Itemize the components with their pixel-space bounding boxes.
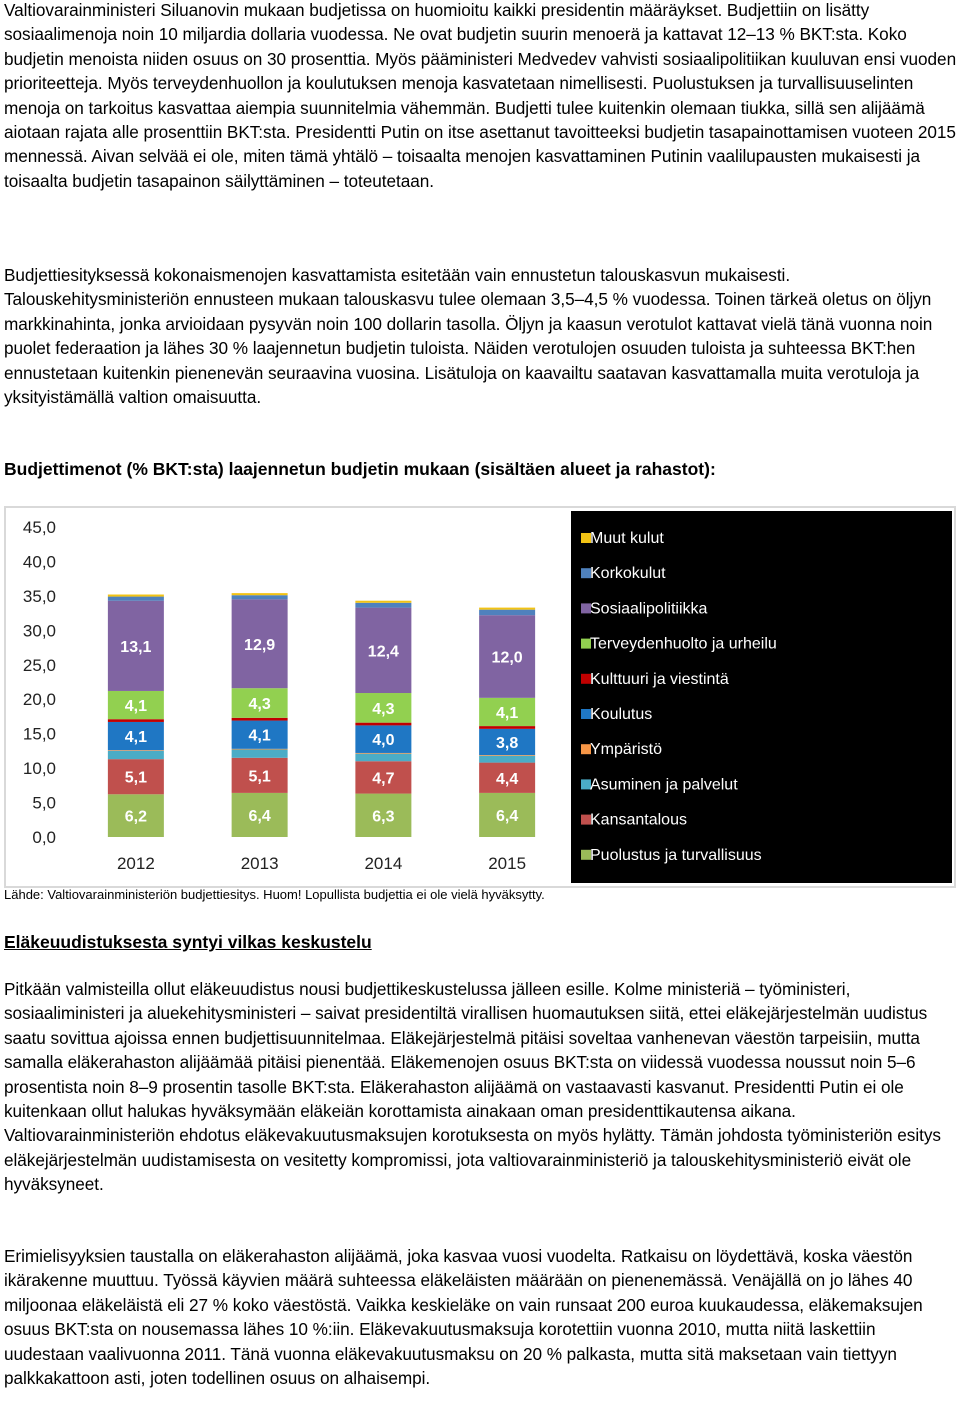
data-label: 4,4 xyxy=(496,770,519,788)
bar-segment xyxy=(479,726,535,729)
source-note: Lähde: Valtiovarainministeriön budjettiesitys. Huom! Lopullista budjettia ei ole vielä hyväksytty. xyxy=(4,887,545,902)
bar-segment xyxy=(108,595,164,597)
bar-segment xyxy=(479,608,535,610)
data-label: 4,1 xyxy=(496,704,519,722)
y-tick-label: 35,0 xyxy=(22,586,56,606)
chart-heading: Budjettimenot (% BKT:sta) laajennetun budjetin mukaan (sisältäen alueet ja rahastot): xyxy=(4,459,716,479)
x-tick-label: 2013 xyxy=(240,854,279,873)
bar-segment xyxy=(479,755,535,756)
legend-entry: Kansantalous xyxy=(590,811,687,829)
x-tick-label: 2012 xyxy=(116,854,155,873)
y-tick-label: 25,0 xyxy=(22,655,56,675)
y-tick-label: 0,0 xyxy=(32,828,56,847)
bar-segment xyxy=(108,751,164,759)
data-label: 4,3 xyxy=(248,696,271,714)
bar-segment xyxy=(232,718,288,721)
data-label: 6,4 xyxy=(496,807,519,825)
data-label: 12,4 xyxy=(367,643,399,661)
bar-segment xyxy=(108,719,164,722)
data-label: 4,3 xyxy=(372,700,395,718)
x-tick-label: 2014 xyxy=(364,854,403,873)
intro-paragraph: Valtiovarainministeri Siluanovin mukaan budjetissa on huomioitu kaikki presidentin määräykset. Budjettiin on lisätty sosiaalimenoja noin 10 miljardia dollaria vuodessa. Ne ovat budjetin suurin menoerä ja kattavat 12–13 % BKT:sta. Koko budjetin menoista niiden osuus on 30 prosenttia. Myös pääministeri Medvedev vahvisti sosiaalipolitiikan kuuluvan ensi vuoden prioriteetteja. Myös terveydenhuollon ja koulutuksen menoja kasvatetaan nimellisesti. Puolustuksen ja turvallisuuselinten menoja on tarkoitus kasvattaa aiempia suunnitelmia vähemmän. Budjetti tulee kuitenkin olemaan tiukka, sillä sen alijäämä aiotaan rajata alle prosenttiin BKT:sta. Presidentti Putin on itse asettanut tavoitteeksi budjetin tasapainottamisen vuoteen 2015 mennessä. Aivan selvää ei ole, miten tämä yhtälö – toisaalta menojen kasvattaminen Putinin vaalilupausten mukaisesti ja toisaalta budjetin tasapainon säilyttäminen – toteutetaan. xyxy=(4,0,957,191)
bar-segment xyxy=(232,750,288,758)
x-tick-label: 2015 xyxy=(488,854,527,873)
data-label: 4,1 xyxy=(124,698,147,716)
bar-segment xyxy=(232,595,288,599)
bar-segment xyxy=(479,756,535,763)
legend-entry: Asuminen ja palvelut xyxy=(590,776,738,794)
legend-entry: Kulttuuri ja viestintä xyxy=(590,670,729,688)
data-label: 12,9 xyxy=(244,636,276,654)
y-tick-label: 10,0 xyxy=(22,759,56,779)
bar-segment xyxy=(355,603,411,608)
pension-deficit-paragraph: Erimielisyyksien taustalla on eläkerahaston alijäämä, joka kasvaa vuosi vuodelta. Ratkaisu on löydettävä, koska väestön ikärakenne muuttuu. Työssä käyvien määrä suhteessa eläkeläisten määrään on pienenemässä. Venäjällä on jo lähes 40 miljoonaa eläkeläistä eli 27 % koko väestöstä. Vaikka keskieläke on vain runsaat 200 euroa kuukaudessa, eläkemaksujen osuus BKT:sta on nousemassa lähes 10 %:iin. Eläkevakuutusmaksuja korotettiin vuonna 2010, mutta niitä laskettiin uudestaan vaalivuonna 2011. Tänä vuonna eläkevakuutusmaksu on 20 % palkasta, mutta sitä maksetaan vain tiettyyn palkkakattoon asti, joten todellinen osuus on alhaisempi. xyxy=(4,1246,923,1389)
data-label: 5,1 xyxy=(124,769,147,787)
data-label: 6,2 xyxy=(124,808,147,826)
data-label: 5,1 xyxy=(248,768,271,786)
budget-expenditure-chart xyxy=(4,506,956,888)
bar-segment xyxy=(355,754,411,762)
bar-segment xyxy=(108,750,164,751)
y-tick-label: 15,0 xyxy=(22,724,56,744)
data-label: 12,0 xyxy=(491,649,523,667)
legend-entry: Muut kulut xyxy=(590,530,664,547)
pension-paragraph: Pitkään valmisteilla ollut eläkeuudistus nousi budjettikeskustelussa jälleen esille. Kolme ministeriä – työministeri, sosiaaliministeri ja aluekehitysministeri – saivat presidentiltä virallisen huomautuksen siitä, ettei eläkejärjestelmän uudistus saatu sovittua ajoissa ennen budjettisuunnitelmaa. Eläkejärjestelmä pitäisi soveltaa vanhenevan väestön tarpeisiin, mutta samalla eläkerahaston alijäämää pitäisi pienentää. Eläkemenojen osuus BKT:sta on viidessä vuodessa noussut noin 5–6 prosentista noin 8–9 prosentin tasolle BKT:sta. Eläkerahaston alijäämä on vastaavasti kasvanut. Presidentti Putin ei ole kuitenkaan ollut halukas hyväksymään eläkeiän korottamista ainakaan oman presidenttikautensa aikana. Valtiovarainministeriön ehdotus eläkevakuutusmaksujen korotuksesta on myös hylätty. Tämän johdosta työministeriön esitys eläkejärjestelmän uudistamisesta on vesitetty kompromissi, jota valtiovarainministeriö ja talouskehitysministeriö eivät ole hyväksyneet. xyxy=(4,979,941,1195)
legend-entry: Korkokulut xyxy=(590,565,666,583)
legend-entry: Koulutus xyxy=(590,706,653,723)
data-label: 6,3 xyxy=(372,808,395,826)
data-label: 4,1 xyxy=(248,727,271,745)
legend-entry: Puolustus ja turvallisuus xyxy=(590,846,762,864)
bar-segment xyxy=(232,593,288,595)
forecast-paragraph: Budjettiesityksessä kokonaismenojen kasvattamista esitetään vain ennustetun talouskasvun mukaisesti. Talouskehitysministeriön ennusteen mukaan talouskasvu tulee olemaan 3,5–4,5 % vuodessa. Toinen tärkeä oletus on öljyn markkinahinta, jonka arvioidaan pysyvän noin 100 dollarin tasolla. Öljyn ja kaasun verotulot kattavat vielä tänä vuonna noin puolet federaation ja lähes 30 % laajennetun budjetin tuloista. Näiden verotulojen osuuden tuloista ja suhteessa BKT:hen ennustetaan kuitenkin pienenevän seuraavina vuosina. Lisätuloja on kaavailtu saatavan kasvattamalla muita verotuloja ja yksityistämällä valtion omaisuutta. xyxy=(4,265,933,408)
y-tick-label: 20,0 xyxy=(22,690,56,710)
y-tick-label: 45,0 xyxy=(22,518,56,537)
bar-segment xyxy=(355,723,411,726)
data-label: 13,1 xyxy=(120,638,152,656)
y-tick-label: 30,0 xyxy=(22,621,56,641)
data-label: 4,1 xyxy=(124,729,147,747)
y-tick-label: 40,0 xyxy=(22,552,56,572)
legend-entry: Sosiaalipolitiikka xyxy=(590,600,708,618)
legend-entry: Ympäristö xyxy=(590,741,663,759)
bar-segment xyxy=(355,753,411,754)
data-label: 6,4 xyxy=(248,807,271,825)
chart-svg xyxy=(4,506,956,888)
y-tick-label: 5,0 xyxy=(32,793,56,813)
data-label: 4,7 xyxy=(372,770,395,788)
bar-segment xyxy=(355,601,411,603)
data-label: 4,0 xyxy=(372,732,395,750)
bar-segment xyxy=(232,749,288,750)
bar-segment xyxy=(108,597,164,601)
legend-entry: Terveydenhuolto ja urheilu xyxy=(590,635,777,653)
data-label: 3,8 xyxy=(496,734,519,752)
section-heading: Eläkeuudistuksesta syntyi vilkas keskustelu xyxy=(4,932,372,952)
bar-segment xyxy=(479,610,535,616)
